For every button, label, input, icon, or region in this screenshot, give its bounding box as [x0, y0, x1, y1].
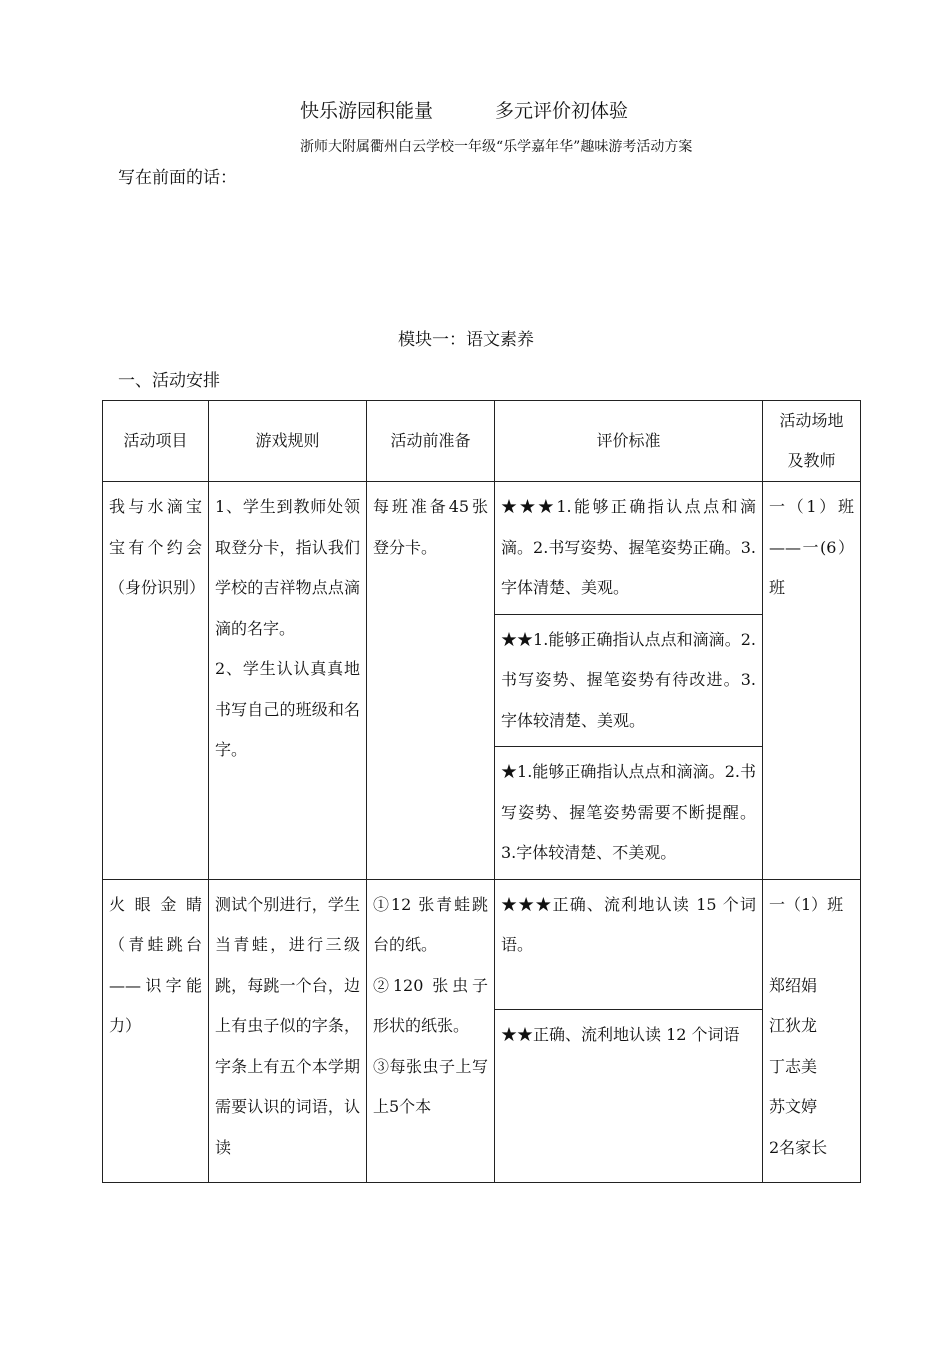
row2-criteria-3star: ★★★正确、流利地认读 15 个词语。	[495, 879, 763, 1009]
row2-criteria-2star: ★★正确、流利地认读 12 个词语	[495, 1009, 763, 1182]
row1-criteria-1star: ★1.能够正确指认点点和滴滴。2.书写姿势、握笔姿势需要不断提醒。3.字体较清楚、不美观。	[495, 747, 763, 880]
header-prep: 活动前准备	[367, 401, 495, 482]
activity-table	[102, 400, 861, 1183]
header-rules: 游戏规则	[209, 401, 367, 482]
row1-criteria-3star: ★★★1.能够正确指认点点和滴滴。2.书写姿势、握笔姿势正确。3.字体清楚、美观。	[495, 482, 763, 615]
row2-venue: 一（1）班 郑绍娟 江狄龙 丁志美 苏文婷 2名家长	[763, 879, 861, 1182]
row1-project: 我与水滴宝宝有个约会（身份识别）	[103, 482, 209, 880]
document-title	[300, 96, 628, 123]
table-row	[103, 482, 861, 615]
row1-venue: 一（1）班——一(6）班	[763, 482, 861, 880]
title-right: 多元评价初体验	[495, 100, 629, 122]
title-left: 快乐游园积能量	[300, 100, 434, 122]
table-row	[103, 879, 861, 1009]
row2-project: 火眼金睛（青蛙跳台——识字能力）	[103, 879, 209, 1182]
row2-rules: 测试个别进行，学生当青蛙，进行三级跳，每跳一个台，边上有虫子似的字条，字条上有五个本学期需要认识的词语，认读	[209, 879, 367, 1182]
section-heading: 一、活动安排	[118, 371, 220, 391]
header-criteria: 评价标准	[495, 401, 763, 482]
header-project: 活动项目	[103, 401, 209, 482]
row1-prep: 每班准备45张登分卡。	[367, 482, 495, 880]
table-header-row	[103, 401, 861, 482]
row1-rules: 1、学生到教师处领取登分卡，指认我们学校的吉祥物点点滴滴的名字。 2、学生认认真真地书写自己的班级和名字。	[209, 482, 367, 880]
header-venue: 活动场地 及教师	[763, 401, 861, 482]
module-heading: 模块一：语文素养	[398, 330, 534, 350]
document-subtitle: 浙师大附属衢州白云学校一年级“乐学嘉年华”趣味游考活动方案	[300, 139, 693, 155]
preface-heading: 写在前面的话：	[118, 168, 237, 188]
row2-prep: ①12 张青蛙跳台的纸。 ②120 张虫子形状的纸张。 ③每张虫子上写上5个本	[367, 879, 495, 1182]
row1-criteria-2star: ★★1.能够正确指认点点和滴滴。2.书写姿势、握笔姿势有待改进。3.字体较清楚、美观。	[495, 614, 763, 747]
